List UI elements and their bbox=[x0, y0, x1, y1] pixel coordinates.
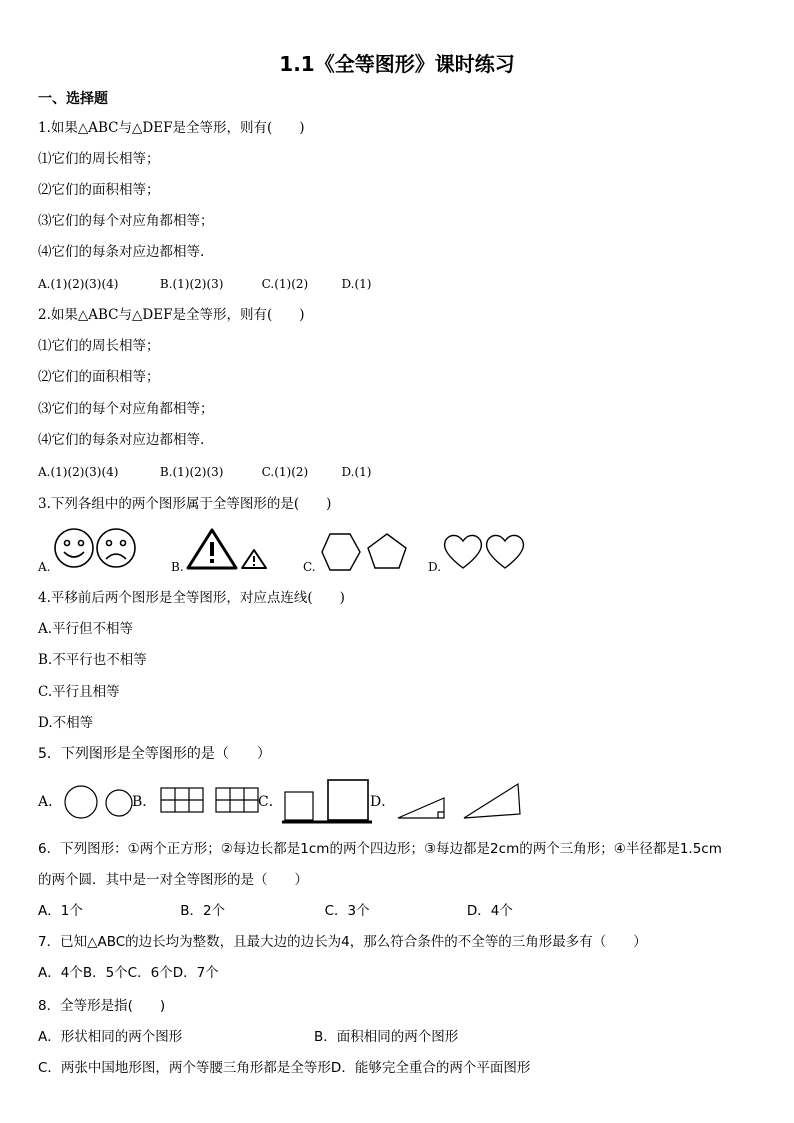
q5-circles-figure bbox=[64, 784, 134, 820]
q3-label-b[interactable]: B. bbox=[171, 560, 184, 574]
heart-icon-right bbox=[487, 535, 524, 568]
q5-squares-figure bbox=[282, 778, 372, 824]
q6-option-a[interactable]: A．1个 bbox=[38, 903, 83, 919]
q4-option-c[interactable]: C.平行且相等 bbox=[38, 684, 120, 700]
q5-grids-figure bbox=[160, 786, 260, 816]
q2-option-a[interactable]: A.(1)(2)(3)(4) bbox=[38, 465, 119, 479]
pentagon-icon bbox=[368, 534, 406, 568]
q1-item-3: ⑶它们的每个对应角都相等； bbox=[38, 213, 214, 229]
q4-option-d[interactable]: D.不相等 bbox=[38, 715, 94, 731]
q8-stem: 8．全等形是指( ) bbox=[38, 998, 166, 1014]
right-grid-icon bbox=[216, 788, 258, 812]
q6-options bbox=[38, 901, 513, 921]
q1-option-c[interactable]: C.(1)(2) bbox=[261, 277, 309, 291]
q3-warning-figure bbox=[186, 528, 270, 572]
q3-label-d[interactable]: D. bbox=[428, 560, 442, 574]
q5-label-b[interactable]: B． bbox=[132, 794, 157, 810]
q6-option-d[interactable]: D．4个 bbox=[466, 903, 513, 919]
q3-polygon-figure bbox=[320, 532, 410, 572]
q1-option-a[interactable]: A.(1)(2)(3)(4) bbox=[38, 277, 119, 291]
smiley-face-icon bbox=[55, 529, 93, 567]
q8-option-cd[interactable]: C．两张中国地形图，两个等腰三角形都是全等形D．能够完全重合的两个平面图形 bbox=[38, 1060, 531, 1076]
q6-option-b[interactable]: B．2个 bbox=[180, 903, 226, 919]
q6-option-c[interactable]: C．3个 bbox=[324, 903, 370, 919]
q7-options[interactable]: A．4个B．5个C．6个D．7个 bbox=[38, 965, 219, 981]
small-square-icon bbox=[285, 792, 313, 820]
small-warning-triangle-icon bbox=[242, 550, 266, 568]
q5-label-d[interactable]: D． bbox=[370, 794, 396, 810]
large-square-icon bbox=[328, 780, 368, 820]
q2-stem: 2.如果△ABC与△DEF是全等形，则有( ) bbox=[38, 307, 305, 323]
hexagon-icon bbox=[322, 534, 360, 570]
q2-item-2: ⑵它们的面积相等； bbox=[38, 369, 160, 385]
q8-option-b[interactable]: B．面积相同的两个图形 bbox=[314, 1029, 459, 1045]
section-heading: 一、选择题 bbox=[38, 91, 108, 107]
q2-item-3: ⑶它们的每个对应角都相等； bbox=[38, 401, 214, 417]
q2-item-1: ⑴它们的周长相等； bbox=[38, 338, 160, 354]
q2-item-4: ⑷它们的每条对应边都相等. bbox=[38, 432, 205, 448]
q5-triangles-figure bbox=[396, 780, 526, 820]
q5-label-c[interactable]: C． bbox=[258, 794, 283, 810]
heart-icon-left bbox=[445, 535, 482, 568]
small-circle-icon bbox=[106, 790, 132, 816]
q1-option-b[interactable]: B.(1)(2)(3) bbox=[159, 277, 224, 291]
q2-option-d[interactable]: D.(1) bbox=[341, 465, 372, 479]
q4-option-b[interactable]: B.不平行也不相等 bbox=[38, 652, 147, 668]
q4-stem: 4.平移前后两个图形是全等图形，对应点连线( ) bbox=[38, 590, 345, 606]
q5-label-a[interactable]: A． bbox=[38, 794, 63, 810]
right-triangle-icon-left bbox=[398, 798, 444, 818]
q2-option-c[interactable]: C.(1)(2) bbox=[261, 465, 309, 479]
q7-stem: 7．已知△ABC的边长均为整数，且最大边的边长为4，那么符合条件的不全等的三角形最多有（ ） bbox=[38, 934, 647, 950]
q1-stem: 1.如果△ABC与△DEF是全等形，则有( ) bbox=[38, 120, 305, 136]
large-circle-icon bbox=[65, 786, 97, 818]
q1-item-4: ⑷它们的每条对应边都相等. bbox=[38, 244, 205, 260]
page-title: 1.1《全等图形》课时练习 bbox=[279, 52, 515, 76]
q5-stem: 5．下列图形是全等图形的是（ ） bbox=[38, 746, 271, 762]
large-warning-triangle-icon bbox=[188, 530, 236, 568]
q1-options bbox=[38, 274, 372, 294]
q3-faces-figure bbox=[54, 528, 138, 572]
right-triangle-icon-right bbox=[464, 784, 520, 818]
q3-label-a[interactable]: A. bbox=[38, 560, 51, 574]
q4-option-a[interactable]: A.平行但不相等 bbox=[38, 621, 134, 637]
q8-option-a[interactable]: A．形状相同的两个图形 bbox=[38, 1029, 183, 1045]
q3-label-c[interactable]: C. bbox=[303, 560, 316, 574]
q6-stem-line-1: 6．下列图形：①两个正方形；②每边长都是1cm的两个四边形；③每边都是2cm的两个三角形；④半径都是1.5cm bbox=[38, 841, 722, 857]
q3-heart-figure bbox=[443, 532, 527, 572]
q3-stem: 3.下列各组中的两个图形属于全等图形的是( ) bbox=[38, 496, 332, 512]
q1-item-2: ⑵它们的面积相等； bbox=[38, 182, 160, 198]
q1-item-1: ⑴它们的周长相等； bbox=[38, 151, 160, 167]
frowny-face-icon bbox=[97, 529, 135, 567]
q2-options bbox=[38, 462, 372, 482]
q6-stem-line-2: 的两个圆．其中是一对全等图形的是（ ） bbox=[38, 872, 308, 888]
q1-option-d[interactable]: D.(1) bbox=[341, 277, 372, 291]
q2-option-b[interactable]: B.(1)(2)(3) bbox=[159, 465, 224, 479]
left-grid-icon bbox=[161, 788, 203, 812]
